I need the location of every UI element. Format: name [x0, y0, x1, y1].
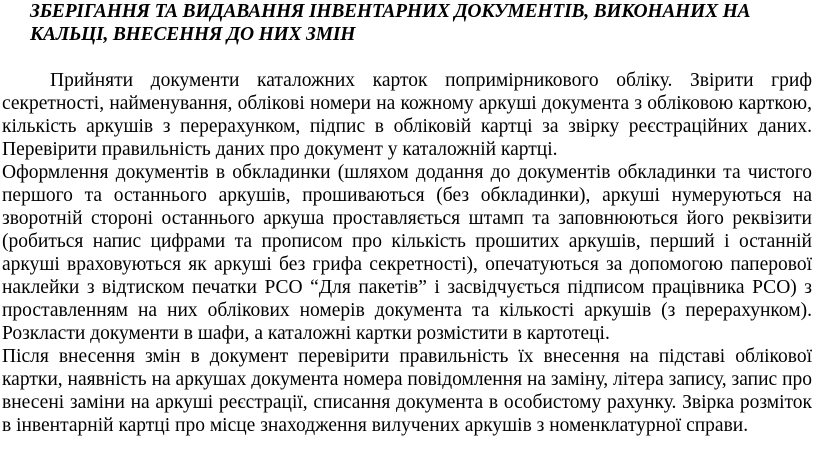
paragraph-changes: Після внесення змін в документ перевірити правильність їх внесення на підставі облікової картки, наявність на аркушах документа номера повідомлення на заміну, літера запису, запис про внесені заміни на аркуші реєстрації, списання документа в особистому рахунку. Звірка розміток в інвентарній картці про місце знаходження вилучених аркушів з номенклатурної справи.: [2, 346, 812, 436]
title-spacer: [2, 46, 812, 69]
document-title-line-1: ЗБЕРІГАННЯ ТА ВИДАВАННЯ ІНВЕНТАРНИХ ДОКУМЕНТІВ, ВИКОНАНИХ НА: [30, 1, 751, 22]
paragraph-acceptance: Прийняти документи каталожних карток попримірникового обліку. Звірити гриф секретності, найменування, облікові номери на кожному аркуші документа з обліковою карткою, кількість аркушів з перерахунком, підпис в обліковій картці за звірку реєстраційних даних. Перевірити правильність даних про документ у каталожній картці.: [2, 70, 812, 160]
document-title: [2, 0, 812, 46]
paragraph-binding: Оформлення документів в обкладинки (шляхом додання до документів обкладинки та чистого першого та останнього аркушів, прошиваються (без обкладинки), аркуші нумеруються на зворотній стороні останнього аркуша проставляється штамп та заповнюються його реквізити (робиться напис цифрами та прописом про кількість прошитих аркушів, перший і останній аркуші враховуються як аркуші без грифа секретності), опечатуються за допомогою паперової наклейки з відтиском печатки РСО “Для пакетів” і засвідчується підписом працівника РСО) з проставленням на них облікових номерів документа та кількості аркушів (з перерахунком). Розкласти документи в шафи, а каталожні картки розмістити в картотеці.: [2, 162, 812, 344]
document-title-line-2: КАЛЬЦІ, ВНЕСЕННЯ ДО НИХ ЗМІН: [30, 24, 356, 45]
